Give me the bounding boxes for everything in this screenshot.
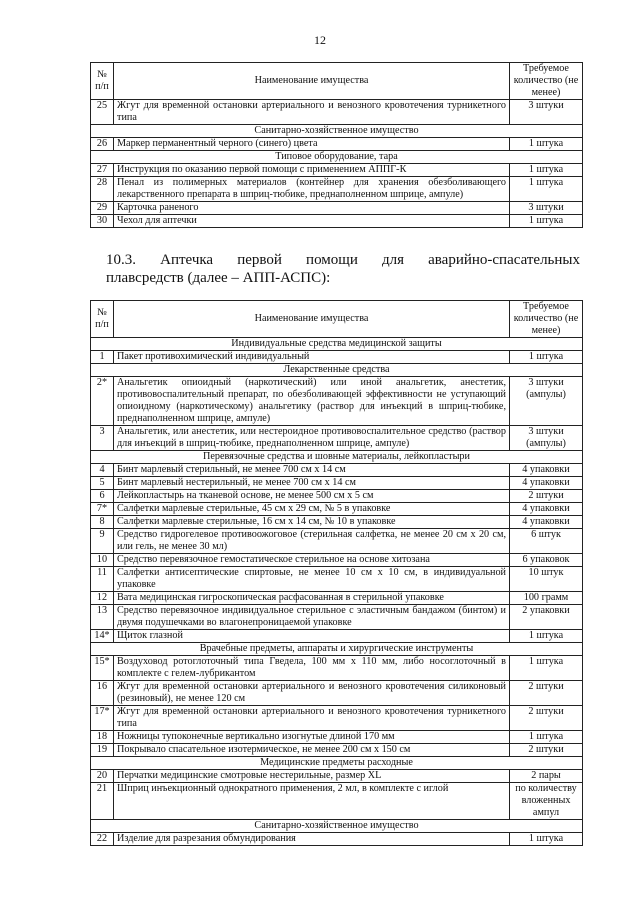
item-name: Анальгетик, или анестетик, или нестероидное противовоспалительное средство (раствор для инъекций в шприц-тюбике, преднаполненном шприце, ампуле): [114, 426, 510, 451]
row-number: 7*: [91, 503, 114, 516]
item-name: Салфетки антисептические спиртовые, не менее 10 см х 10 см, в индивидуальной упаковке: [114, 567, 510, 592]
row-number: 10: [91, 554, 114, 567]
item-name: Ножницы тупоконечные вертикально изогнутые длиной 170 мм: [114, 731, 510, 744]
table-row: [91, 770, 583, 783]
item-quantity: 3 штуки: [510, 202, 583, 215]
row-number: 19: [91, 744, 114, 757]
row-number: 18: [91, 731, 114, 744]
table-row: [91, 554, 583, 567]
row-number: 5: [91, 477, 114, 490]
section-row: [91, 451, 583, 464]
table-row: [91, 138, 583, 151]
item-name: Жгут для временной остановки артериального и венозного кровотечения турникетного типа: [114, 706, 510, 731]
table-row: [91, 605, 583, 630]
item-name: Салфетки марлевые стерильные, 16 см х 14 см, № 10 в упаковке: [114, 516, 510, 529]
item-name: Средство перевязочное индивидуальное стерильное с эластичным бандажом (бинтом) и двумя подушечками во влагонепроницаемой упаковке: [114, 605, 510, 630]
section-row: [91, 125, 583, 138]
item-name: Маркер перманентный черного (синего) цвета: [114, 138, 510, 151]
item-name: Чехол для аптечки: [114, 215, 510, 228]
table-row: [91, 744, 583, 757]
item-quantity: по количеству вложенных ампул: [510, 783, 583, 820]
item-quantity: 2 штуки: [510, 490, 583, 503]
item-quantity: 3 штуки (ампулы): [510, 377, 583, 426]
table-row: [91, 377, 583, 426]
row-number: 3: [91, 426, 114, 451]
header-num: № п/п: [91, 63, 114, 100]
section-row: [91, 757, 583, 770]
item-name: Инструкция по оказанию первой помощи с применением АППГ-К: [114, 164, 510, 177]
section-label: Медицинские предметы расходные: [91, 757, 583, 770]
row-number: 8: [91, 516, 114, 529]
section-label: Лекарственные средства: [91, 364, 583, 377]
table-row: [91, 681, 583, 706]
table-row: [91, 426, 583, 451]
page-number: 12: [314, 33, 326, 47]
item-name: Пенал из полимерных материалов (контейнер для хранения обезболивающего лекарственного препарата в шприц-тюбике, преднаполненном шприце, ампуле): [114, 177, 510, 202]
table-row: [91, 464, 583, 477]
row-number: 21: [91, 783, 114, 820]
item-quantity: 100 грамм: [510, 592, 583, 605]
item-quantity: 4 упаковки: [510, 503, 583, 516]
section-row: [91, 820, 583, 833]
table-row: [91, 731, 583, 744]
item-quantity: 1 штука: [510, 164, 583, 177]
table-row: [91, 490, 583, 503]
items-table-app-asps: [90, 300, 583, 846]
table-row: [91, 503, 583, 516]
table-row: [91, 100, 583, 125]
table-header-row: [91, 63, 583, 100]
table-row: [91, 164, 583, 177]
header-num: № п/п: [91, 301, 114, 338]
section-heading: [106, 251, 580, 287]
item-quantity: 2 штуки: [510, 706, 583, 731]
row-number: 15*: [91, 656, 114, 681]
section-row: [91, 643, 583, 656]
row-number: 27: [91, 164, 114, 177]
item-name: Средство перевязочное гемостатическое стерильное на основе хитозана: [114, 554, 510, 567]
item-name: Покрывало спасательное изотермическое, не менее 200 см х 150 см: [114, 744, 510, 757]
table-row: [91, 567, 583, 592]
table-row: [91, 833, 583, 846]
item-name: Шприц инъекционный однократного применения, 2 мл, в комплекте с иглой: [114, 783, 510, 820]
section-label: Санитарно-хозяйственное имущество: [91, 820, 583, 833]
item-quantity: 3 штуки: [510, 100, 583, 125]
table-header-row: [91, 301, 583, 338]
header-name: Наименование имущества: [114, 301, 510, 338]
row-number: 11: [91, 567, 114, 592]
item-quantity: 1 штука: [510, 177, 583, 202]
item-name: Щиток глазной: [114, 630, 510, 643]
item-quantity: 6 штук: [510, 529, 583, 554]
section-label: Типовое оборудование, тара: [91, 151, 583, 164]
table-row: [91, 477, 583, 490]
item-name: Жгут для временной остановки артериального и венозного кровотечения турникетного типа: [114, 100, 510, 125]
item-name: Изделие для разрезания обмундирования: [114, 833, 510, 846]
item-quantity: 1 штука: [510, 630, 583, 643]
section-row: [91, 364, 583, 377]
row-number: 25: [91, 100, 114, 125]
item-name: Средство гидрогелевое противоожоговое (стерильная салфетка, не менее 20 см х 20 см, или гель, не менее 30 мл): [114, 529, 510, 554]
item-name: Салфетки марлевые стерильные, 45 см х 29 см, № 5 в упаковке: [114, 503, 510, 516]
table-row: [91, 630, 583, 643]
item-quantity: 6 упаковок: [510, 554, 583, 567]
row-number: 16: [91, 681, 114, 706]
section-heading-line2: плавсредств (далее – АПП-АСПС):: [106, 270, 331, 286]
table-row: [91, 516, 583, 529]
item-name: Жгут для временной остановки артериального и венозного кровотечения силиконовый (резиновый), не менее 120 см: [114, 681, 510, 706]
row-number: 30: [91, 215, 114, 228]
item-quantity: 3 штуки (ампулы): [510, 426, 583, 451]
section-label: Врачебные предметы, аппараты и хирургические инструменты: [91, 643, 583, 656]
row-number: 14*: [91, 630, 114, 643]
table-row: [91, 783, 583, 820]
section-heading-line1: 10.3. Аптечка первой помощи для аварийно-спасательных: [106, 252, 580, 268]
item-quantity: 2 штуки: [510, 744, 583, 757]
row-number: 17*: [91, 706, 114, 731]
item-name: Лейкопластырь на тканевой основе, не менее 500 см х 5 см: [114, 490, 510, 503]
item-name: Вата медицинская гигроскопическая расфасованная в стерильной упаковке: [114, 592, 510, 605]
row-number: 12: [91, 592, 114, 605]
section-row: [91, 151, 583, 164]
item-quantity: 2 пары: [510, 770, 583, 783]
item-quantity: 1 штука: [510, 656, 583, 681]
item-quantity: 2 штуки: [510, 681, 583, 706]
item-quantity: 4 упаковки: [510, 516, 583, 529]
section-label: Индивидуальные средства медицинской защиты: [91, 338, 583, 351]
table-row: [91, 706, 583, 731]
item-quantity: 1 штука: [510, 215, 583, 228]
header-qty: Требуемое количество (не менее): [510, 63, 583, 100]
item-quantity: 2 упаковки: [510, 605, 583, 630]
item-quantity: 10 штук: [510, 567, 583, 592]
table-row: [91, 215, 583, 228]
table-row: [91, 202, 583, 215]
row-number: 29: [91, 202, 114, 215]
row-number: 26: [91, 138, 114, 151]
row-number: 20: [91, 770, 114, 783]
item-quantity: 4 упаковки: [510, 477, 583, 490]
table-row: [91, 351, 583, 364]
row-number: 22: [91, 833, 114, 846]
row-number: 6: [91, 490, 114, 503]
item-quantity: 1 штука: [510, 833, 583, 846]
row-number: 13: [91, 605, 114, 630]
table-row: [91, 656, 583, 681]
row-number: 9: [91, 529, 114, 554]
item-name: Анальгетик опиоидный (наркотический) или иной анальгетик, анестетик, противовоспалительный препарат, по обезболивающей эффективности не уступающий опиоидному (наркотическому) анальгетику (раствор для инъекций в шприц-тюбике, преднаполненном шприце, ампуле): [114, 377, 510, 426]
header-qty: Требуемое количество (не менее): [510, 301, 583, 338]
table-body: [91, 100, 583, 228]
item-name: Бинт марлевый нестерильный, не менее 700 см х 14 см: [114, 477, 510, 490]
section-label: Перевязочные средства и шовные материалы, лейкопластыри: [91, 451, 583, 464]
item-name: Перчатки медицинские смотровые нестерильные, размер XL: [114, 770, 510, 783]
item-quantity: 1 штука: [510, 351, 583, 364]
section-row: [91, 338, 583, 351]
table-body: [91, 338, 583, 846]
item-name: Карточка раненого: [114, 202, 510, 215]
section-label: Санитарно-хозяйственное имущество: [91, 125, 583, 138]
item-name: Пакет противохимический индивидуальный: [114, 351, 510, 364]
item-quantity: 1 штука: [510, 731, 583, 744]
header-name: Наименование имущества: [114, 63, 510, 100]
table-row: [91, 529, 583, 554]
table-row: [91, 177, 583, 202]
row-number: 1: [91, 351, 114, 364]
row-number: 2*: [91, 377, 114, 426]
item-quantity: 4 упаковки: [510, 464, 583, 477]
row-number: 28: [91, 177, 114, 202]
table-row: [91, 592, 583, 605]
item-quantity: 1 штука: [510, 138, 583, 151]
item-name: Бинт марлевый стерильный, не менее 700 см х 14 см: [114, 464, 510, 477]
items-table-aptpg-k: [90, 62, 583, 228]
row-number: 4: [91, 464, 114, 477]
item-name: Воздуховод ротоглоточный типа Гведела, 100 мм х 110 мм, либо носоглоточный в комплекте с гелем-лубрикантом: [114, 656, 510, 681]
